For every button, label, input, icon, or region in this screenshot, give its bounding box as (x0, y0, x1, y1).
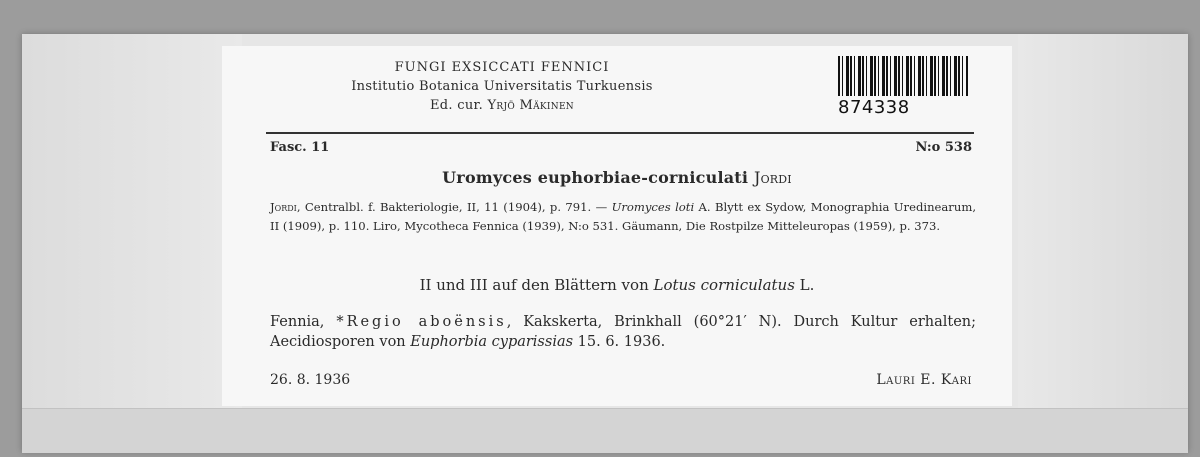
series-title: FUNGI EXSICCATI FENNICI (394, 60, 610, 75)
editor-line (222, 96, 782, 115)
species-binomial: Uromyces euphorbiae-corniculati (442, 168, 749, 187)
envelope-right-flap (1018, 34, 1188, 452)
aecidia-host: Euphorbia cyparissias (410, 334, 574, 350)
collection-date: 26. 8. 1936 (270, 372, 351, 388)
host-plant: Lotus corniculatus (653, 276, 795, 294)
editor-prefix: Ed. cur. (430, 98, 484, 113)
label-header (222, 58, 782, 115)
species-author: Jordi (753, 168, 792, 187)
locality (270, 312, 976, 352)
header-rule (266, 132, 974, 134)
editor-name: Yrjö Mäkinen (487, 98, 574, 113)
fascicle-label: Fasc. 11 (270, 140, 330, 155)
references (270, 198, 976, 236)
barcode-bars (838, 56, 968, 96)
specimen-label (222, 46, 1012, 406)
host-suffix: L. (794, 276, 815, 294)
envelope-bottom-flap (22, 408, 1188, 453)
collector-name: Lauri E. Kari (876, 372, 972, 388)
envelope-left-flap (22, 34, 242, 452)
locality-country: Fennia, (270, 314, 337, 330)
ref-text-2: A. Blytt ex Sydow, Monographia Uredinearum, II (1909), p. 110. Liro, Mycotheca Fennica (1939), N:o 531. Gäumann, Die Rostpilze Mitteleuropas (1959), p. 373. (270, 200, 976, 233)
host-line (222, 276, 1012, 294)
institution-name: Institutio Botanica Universitatis Turkuensis (351, 79, 653, 94)
specimen-number: N:o 538 (915, 140, 972, 155)
ref-synonym: Uromyces loti (611, 200, 695, 214)
barcode-number: 874338 (838, 97, 910, 118)
locality-region: *Regio aboënsis (336, 314, 507, 330)
host-prefix: II und III auf den Blättern von (419, 276, 654, 294)
species-name (222, 168, 1012, 187)
locality-details: , Kakskerta, Brinkhall (60°21′ N). Durch Kultur erhalten; Aecidiosporen von (270, 314, 976, 350)
barcode-sticker (838, 56, 970, 122)
locality-date: 15. 6. 1936. (573, 334, 666, 350)
ref-author: Jordi (270, 200, 297, 214)
ref-text-1: , Centralbl. f. Bakteriologie, II, 11 (1904), p. 791. — (296, 200, 612, 214)
